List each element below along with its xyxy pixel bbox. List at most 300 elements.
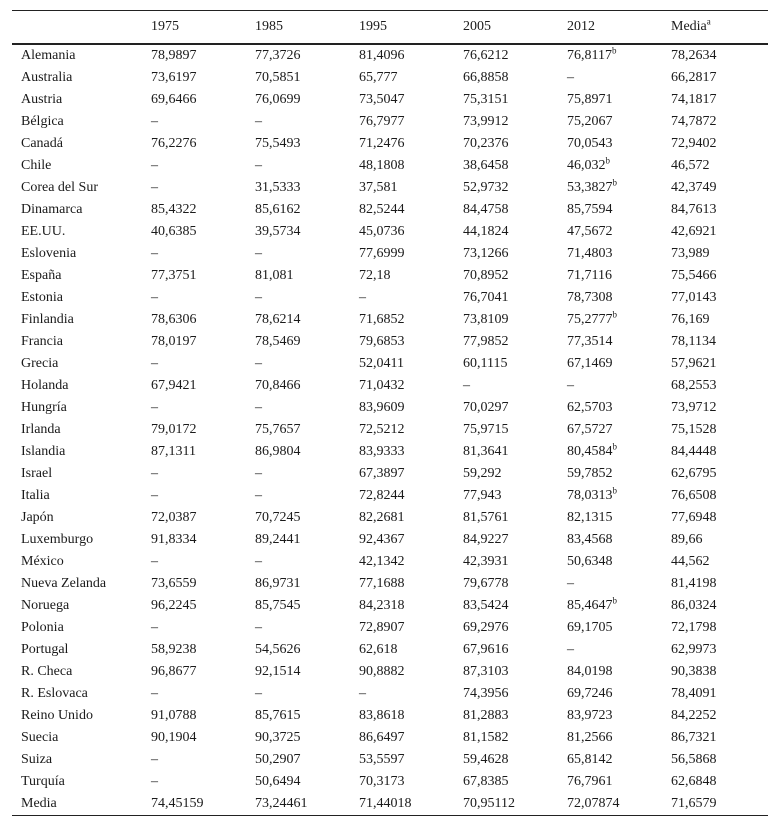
value-cell [567, 287, 671, 309]
value-cell [151, 639, 255, 661]
cell-value: 59,7852 [567, 466, 613, 481]
cell-value: – [151, 246, 158, 261]
value-cell [255, 89, 359, 111]
header-label: 1995 [359, 19, 387, 34]
cell-value: 91,8334 [151, 532, 197, 547]
value-cell [359, 507, 463, 529]
table-row [12, 507, 768, 529]
value-cell [671, 507, 768, 529]
cell-value: 81,1582 [463, 730, 509, 745]
cell-value: 71,4803 [567, 246, 613, 261]
cell-value: 86,9731 [255, 576, 301, 591]
cell-value: 67,8385 [463, 774, 509, 789]
value-cell [151, 265, 255, 287]
value-cell [567, 463, 671, 485]
value-cell [567, 221, 671, 243]
header-cell [567, 11, 671, 45]
value-cell [567, 111, 671, 133]
cell-value: – [359, 686, 366, 701]
value-cell [151, 529, 255, 551]
value-cell [671, 111, 768, 133]
value-cell [359, 793, 463, 816]
cell-value: 67,1469 [567, 356, 613, 371]
cell-value: 75,2067 [567, 114, 613, 129]
value-cell [463, 463, 567, 485]
value-cell [151, 441, 255, 463]
value-cell [671, 287, 768, 309]
table-row [12, 397, 768, 419]
country-cell [12, 705, 151, 727]
value-cell [359, 353, 463, 375]
cell-value: – [151, 752, 158, 767]
cell-value: 71,7116 [567, 268, 612, 283]
cell-value: 81,4198 [671, 576, 717, 591]
cell-value: 74,7872 [671, 114, 717, 129]
header-cell [671, 11, 768, 45]
value-cell [463, 793, 567, 816]
country-name: Francia [21, 334, 63, 349]
cell-value: 79,6853 [359, 334, 405, 349]
table-row [12, 199, 768, 221]
value-cell [151, 793, 255, 816]
cell-value: 53,5597 [359, 752, 405, 767]
cell-value: 82,2681 [359, 510, 405, 525]
value-cell [359, 89, 463, 111]
cell-value: 44,562 [671, 554, 710, 569]
value-cell [359, 243, 463, 265]
table-row [12, 463, 768, 485]
value-cell [567, 595, 671, 617]
value-cell [151, 221, 255, 243]
value-cell [567, 727, 671, 749]
cell-value: 84,9227 [463, 532, 509, 547]
value-cell [463, 661, 567, 683]
value-cell [567, 507, 671, 529]
cell-value: 76,0699 [255, 92, 301, 107]
cell-value: 75,7657 [255, 422, 301, 437]
cell-value: 96,2245 [151, 598, 197, 613]
table-row [12, 705, 768, 727]
value-cell [151, 705, 255, 727]
value-cell [671, 705, 768, 727]
value-cell [567, 661, 671, 683]
country-name: Austria [21, 92, 63, 107]
cell-value: 42,6921 [671, 224, 717, 239]
country-name: Islandia [21, 444, 66, 459]
value-cell [151, 661, 255, 683]
table-row [12, 771, 768, 793]
cell-value: 73,24461 [255, 796, 308, 811]
cell-value: 78,9897 [151, 48, 197, 63]
cell-value: 72,8907 [359, 620, 405, 635]
value-cell [151, 133, 255, 155]
value-cell [151, 353, 255, 375]
value-cell [151, 375, 255, 397]
header-label: Media [671, 19, 707, 34]
value-cell [255, 133, 359, 155]
cell-value: 73,6559 [151, 576, 197, 591]
value-cell [255, 111, 359, 133]
table-row [12, 353, 768, 375]
cell-value: – [151, 290, 158, 305]
cell-value: 70,3173 [359, 774, 405, 789]
value-cell [359, 199, 463, 221]
value-cell [671, 397, 768, 419]
table-row [12, 485, 768, 507]
cell-value: 72,1798 [671, 620, 717, 635]
cell-value: 70,5851 [255, 70, 301, 85]
cell-value: 85,4647 [567, 598, 613, 613]
cell-value: 62,6848 [671, 774, 717, 789]
cell-value: 42,3749 [671, 180, 717, 195]
cell-value: 83,9333 [359, 444, 405, 459]
cell-value: – [463, 378, 470, 393]
value-cell [567, 265, 671, 287]
value-cell [567, 771, 671, 793]
cell-value: – [567, 378, 574, 393]
cell-value: 84,7613 [671, 202, 717, 217]
cell-value: 89,2441 [255, 532, 301, 547]
cell-value: 74,45159 [151, 796, 204, 811]
value-cell [255, 375, 359, 397]
cell-value: 62,6795 [671, 466, 717, 481]
country-name: Holanda [21, 378, 69, 393]
data-table [12, 10, 768, 816]
header-label: 2012 [567, 19, 595, 34]
cell-value: – [255, 400, 262, 415]
cell-value: 84,4448 [671, 444, 717, 459]
cell-value: – [151, 466, 158, 481]
cell-value: – [255, 686, 262, 701]
header-cell [463, 11, 567, 45]
country-name: Finlandia [21, 312, 74, 327]
cell-value: 73,6197 [151, 70, 197, 85]
value-cell [567, 683, 671, 705]
table-row [12, 265, 768, 287]
table-row [12, 617, 768, 639]
value-cell [671, 727, 768, 749]
value-cell [255, 265, 359, 287]
table-body [12, 44, 768, 816]
cell-value: 71,44018 [359, 796, 412, 811]
country-name: Polonia [21, 620, 64, 635]
cell-value: 40,6385 [151, 224, 197, 239]
cell-value: 68,2553 [671, 378, 717, 393]
value-cell [567, 397, 671, 419]
table-row [12, 331, 768, 353]
value-cell [671, 463, 768, 485]
country-name: Alemania [21, 48, 76, 63]
value-cell [151, 463, 255, 485]
value-cell [671, 265, 768, 287]
cell-value: 75,3151 [463, 92, 509, 107]
country-cell [12, 485, 151, 507]
cell-value: 65,8142 [567, 752, 613, 767]
cell-value: 67,9421 [151, 378, 197, 393]
footnote-mark: b [611, 45, 617, 56]
cell-value: 76,2276 [151, 136, 197, 151]
cell-value: 56,5868 [671, 752, 717, 767]
cell-value: 77,0143 [671, 290, 717, 305]
value-cell [359, 67, 463, 89]
value-cell [151, 199, 255, 221]
cell-value: 75,2777 [567, 312, 613, 327]
cell-value: 77,1688 [359, 576, 405, 591]
value-cell [151, 507, 255, 529]
cell-value: – [151, 356, 158, 371]
cell-value: 73,8109 [463, 312, 509, 327]
value-cell [255, 727, 359, 749]
cell-value: 70,8952 [463, 268, 509, 283]
cell-value: 78,4091 [671, 686, 717, 701]
cell-value: 74,3956 [463, 686, 509, 701]
value-cell [359, 661, 463, 683]
table-row [12, 375, 768, 397]
value-cell [463, 177, 567, 199]
value-cell [463, 287, 567, 309]
value-cell [255, 441, 359, 463]
value-cell [671, 639, 768, 661]
cell-value: 66,8858 [463, 70, 509, 85]
cell-value: 57,9621 [671, 356, 717, 371]
value-cell [567, 485, 671, 507]
value-cell [671, 529, 768, 551]
cell-value: 69,2976 [463, 620, 509, 635]
cell-value: 50,2907 [255, 752, 301, 767]
value-cell [567, 89, 671, 111]
cell-value: 78,2634 [671, 48, 717, 63]
value-cell [463, 265, 567, 287]
cell-value: 83,5424 [463, 598, 509, 613]
value-cell [463, 331, 567, 353]
cell-value: 83,9723 [567, 708, 613, 723]
cell-value: – [567, 642, 574, 657]
value-cell [151, 397, 255, 419]
value-cell [567, 793, 671, 816]
value-cell [567, 44, 671, 67]
value-cell [359, 639, 463, 661]
table-row [12, 221, 768, 243]
value-cell [567, 529, 671, 551]
table-row [12, 793, 768, 816]
cell-value: 91,0788 [151, 708, 197, 723]
value-cell [463, 485, 567, 507]
cell-value: 77,3514 [567, 334, 613, 349]
country-name: Media [21, 796, 57, 811]
value-cell [255, 749, 359, 771]
cell-value: 86,7321 [671, 730, 717, 745]
value-cell [255, 287, 359, 309]
cell-value: 71,6852 [359, 312, 405, 327]
value-cell [463, 617, 567, 639]
country-cell [12, 529, 151, 551]
cell-value: 70,0543 [567, 136, 613, 151]
cell-value: – [255, 246, 262, 261]
country-cell [12, 155, 151, 177]
country-cell [12, 375, 151, 397]
value-cell [151, 155, 255, 177]
value-cell [255, 683, 359, 705]
value-cell [463, 595, 567, 617]
value-cell [151, 595, 255, 617]
country-name: Corea del Sur [21, 180, 98, 195]
table-row [12, 111, 768, 133]
value-cell [463, 529, 567, 551]
cell-value: 81,2566 [567, 730, 613, 745]
cell-value: 77,9852 [463, 334, 509, 349]
cell-value: 86,6497 [359, 730, 405, 745]
value-cell [359, 419, 463, 441]
value-cell [671, 793, 768, 816]
cell-value: – [255, 356, 262, 371]
cell-value: 52,0411 [359, 356, 404, 371]
table-row [12, 89, 768, 111]
cell-value: 70,8466 [255, 378, 301, 393]
cell-value: – [255, 290, 262, 305]
value-cell [255, 485, 359, 507]
value-cell [255, 221, 359, 243]
value-cell [359, 683, 463, 705]
country-name: Israel [21, 466, 53, 481]
country-name: México [21, 554, 64, 569]
cell-value: 90,1904 [151, 730, 197, 745]
value-cell [255, 551, 359, 573]
value-cell [463, 573, 567, 595]
value-cell [463, 375, 567, 397]
country-name: R. Checa [21, 664, 73, 679]
cell-value: 44,1824 [463, 224, 509, 239]
cell-value: 84,0198 [567, 664, 613, 679]
cell-value: 37,581 [359, 180, 398, 195]
country-cell [12, 617, 151, 639]
value-cell [671, 243, 768, 265]
value-cell [463, 771, 567, 793]
cell-value: 72,18 [359, 268, 391, 283]
cell-value: 78,0313 [567, 488, 613, 503]
value-cell [567, 375, 671, 397]
country-name: Italia [21, 488, 50, 503]
cell-value: 84,2318 [359, 598, 405, 613]
header-cell [255, 11, 359, 45]
cell-value: 78,6214 [255, 312, 301, 327]
value-cell [151, 287, 255, 309]
table-row [12, 749, 768, 771]
value-cell [463, 419, 567, 441]
cell-value: 86,9804 [255, 444, 301, 459]
cell-value: 71,6579 [671, 796, 717, 811]
value-cell [151, 177, 255, 199]
cell-value: 85,4322 [151, 202, 197, 217]
value-cell [671, 221, 768, 243]
footnote-mark: a [706, 16, 711, 27]
value-cell [255, 705, 359, 727]
country-name: Bélgica [21, 114, 64, 129]
cell-value: 50,6494 [255, 774, 301, 789]
table-row [12, 683, 768, 705]
cell-value: – [255, 466, 262, 481]
table-row [12, 727, 768, 749]
country-name: España [21, 268, 62, 283]
cell-value: 80,4584 [567, 444, 613, 459]
country-cell [12, 749, 151, 771]
country-cell [12, 727, 151, 749]
country-cell [12, 111, 151, 133]
table-row [12, 67, 768, 89]
value-cell [567, 419, 671, 441]
cell-value: 76,7041 [463, 290, 509, 305]
cell-value: 72,0387 [151, 510, 197, 525]
cell-value: 76,6212 [463, 48, 509, 63]
table-row [12, 243, 768, 265]
cell-value: 71,0432 [359, 378, 405, 393]
table-row [12, 441, 768, 463]
value-cell [463, 243, 567, 265]
country-cell [12, 243, 151, 265]
table-header [12, 11, 768, 45]
value-cell [151, 243, 255, 265]
value-cell [255, 529, 359, 551]
value-cell [359, 265, 463, 287]
value-cell [463, 441, 567, 463]
cell-value: 73,9912 [463, 114, 509, 129]
value-cell [255, 507, 359, 529]
value-cell [671, 419, 768, 441]
value-cell [151, 111, 255, 133]
value-cell [255, 573, 359, 595]
cell-value: – [151, 180, 158, 195]
value-cell [359, 133, 463, 155]
value-cell [463, 507, 567, 529]
cell-value: – [255, 488, 262, 503]
cell-value: 54,5626 [255, 642, 301, 657]
value-cell [151, 727, 255, 749]
country-cell [12, 573, 151, 595]
cell-value: – [151, 158, 158, 173]
value-cell [671, 89, 768, 111]
country-cell [12, 287, 151, 309]
cell-value: – [151, 620, 158, 635]
value-cell [359, 529, 463, 551]
cell-value: 52,9732 [463, 180, 509, 195]
cell-value: 76,8117 [567, 48, 612, 63]
cell-value: – [255, 620, 262, 635]
value-cell [463, 683, 567, 705]
cell-value: 74,1817 [671, 92, 717, 107]
value-cell [255, 771, 359, 793]
value-cell [255, 44, 359, 67]
table-row [12, 177, 768, 199]
value-cell [671, 309, 768, 331]
table-row [12, 551, 768, 573]
cell-value: 87,1311 [151, 444, 196, 459]
country-cell [12, 265, 151, 287]
country-name: Canadá [21, 136, 63, 151]
value-cell [671, 595, 768, 617]
value-cell [359, 177, 463, 199]
header-row [12, 11, 768, 45]
table-row [12, 287, 768, 309]
value-cell [359, 331, 463, 353]
cell-value: 72,8244 [359, 488, 405, 503]
cell-value: 82,5244 [359, 202, 405, 217]
value-cell [255, 199, 359, 221]
value-cell [151, 419, 255, 441]
cell-value: 77,6948 [671, 510, 717, 525]
value-cell [567, 243, 671, 265]
cell-value: 69,1705 [567, 620, 613, 635]
country-cell [12, 44, 151, 67]
value-cell [255, 463, 359, 485]
